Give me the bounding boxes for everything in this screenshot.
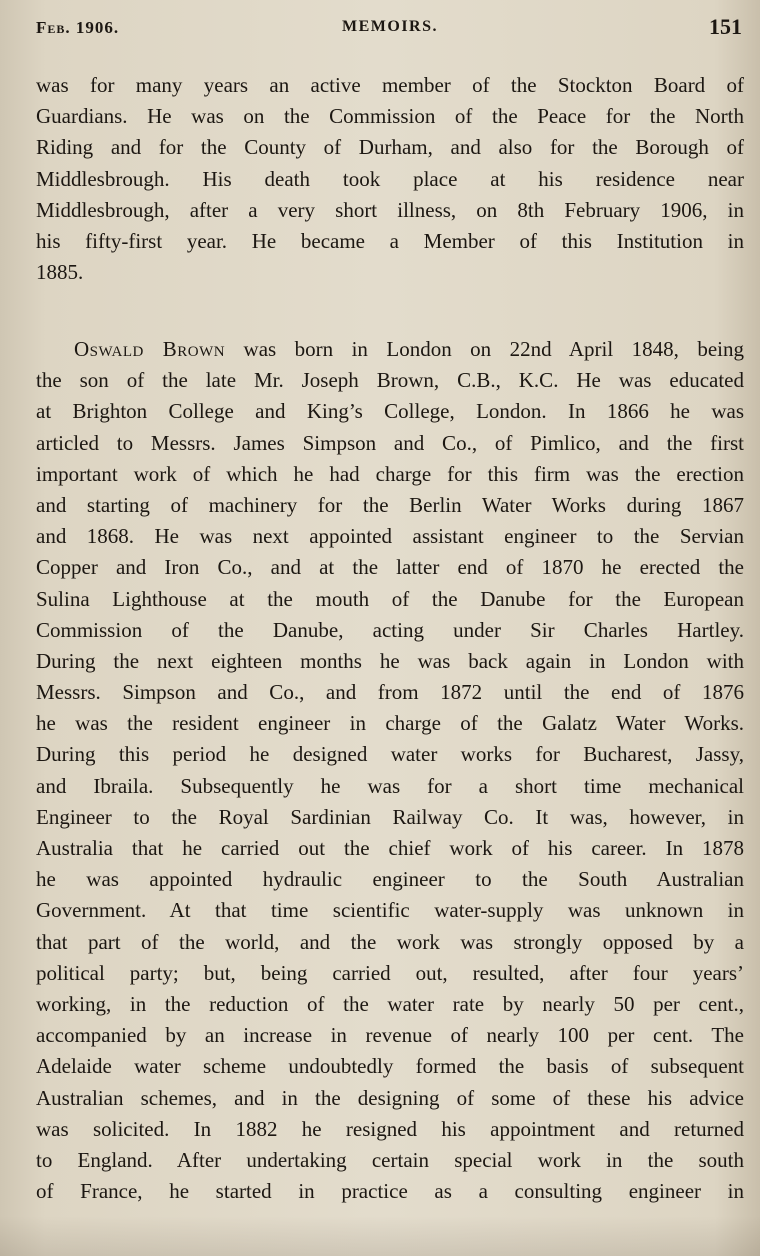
page-shadow [0,1216,760,1256]
text-line: Adelaide water scheme undoubtedly formed the basis of subsequent [36,1054,744,1079]
text-line: Australian schemes, and in the designing of some of these his advice [36,1085,744,1110]
memoir-first-line-text: was born in London on 22nd April 1848, being [225,337,744,361]
memoir-oswald-brown [36,334,744,1207]
text-line: that part of the world, and the work was strongly opposed by a [36,929,744,954]
text-line: Middlesbrough. His death took place at his residence near [36,166,744,191]
text-line: working, in the reduction of the water rate by nearly 50 per cent., [36,991,744,1016]
text-line: During this period he designed water works for Bucharest, Jassy, [36,742,744,767]
text-line: Commission of the Danube, acting under Sir Charles Hartley. [36,617,744,642]
text-line: at Brighton College and King’s College, London. In 1866 he was [36,399,744,424]
header-date: Feb. 1906. [36,18,120,37]
text-line: important work of which he had charge for this firm was the erection [36,461,744,486]
text-line: political party; but, being carried out, resulted, after four years’ [36,960,744,985]
text-line: Riding and for the County of Durham, and also for the Borough of [36,135,744,160]
text-line: was for many years an active member of the Stockton Board of [36,73,744,97]
memoir-first-line [36,334,744,365]
text-line: Australia that he carried out the chief work of his career. In 1878 [36,836,744,860]
text-line: During the next eighteen months he was back again in London with [36,648,744,673]
text-line: Government. At that time scientific water-supply was unknown in [36,898,744,923]
text-line: his fifty-first year. He became a Member of this Institution in [36,228,744,253]
text-line: of France, he started in practice as a consulting engineer in [36,1179,744,1204]
memoir-subject-name: Oswald Brown [74,337,226,361]
text-line: and 1868. He was next appointed assistant engineer to the Servian [36,524,744,549]
text-line: he was appointed hydraulic engineer to the South Australian [36,867,744,892]
text-line: he was the resident engineer in charge of the Galatz Water Works. [36,711,744,736]
running-head [36,14,744,44]
text-line: Messrs. Simpson and Co., and from 1872 until the end of 1876 [36,680,744,705]
page-number: 151 [709,14,742,39]
text-line: Sulina Lighthouse at the mouth of the Danube for the European [36,586,744,611]
text-line: was solicited. In 1882 he resigned his appointment and returned [36,1116,744,1141]
text-line: Engineer to the Royal Sardinian Railway Co. It was, however, in [36,804,744,829]
text-line: Middlesbrough, after a very short illness, on 8th February 1906, in [36,197,744,222]
text-line: and Ibraila. Subsequently he was for a short time mechanical [36,773,744,798]
text-line: accompanied by an increase in revenue of nearly 100 per cent. The [36,1023,744,1048]
header-section-title: MEMOIRS. [342,18,438,35]
text-line: 1885. [36,260,84,285]
text-line: Guardians. He was on the Commission of the Peace for the North [36,104,744,129]
text-line: to England. After undertaking certain special work in the south [36,1147,744,1172]
text-line: the son of the late Mr. Joseph Brown, C.B., K.C. He was educated [36,368,744,393]
text-line: Copper and Iron Co., and at the latter end of 1870 he erected the [36,555,744,580]
text-line: and starting of machinery for the Berlin Water Works during 1867 [36,492,744,517]
text-line: articled to Messrs. James Simpson and Co., of Pimlico, and the first [36,430,744,455]
paragraph-continued [36,70,744,288]
